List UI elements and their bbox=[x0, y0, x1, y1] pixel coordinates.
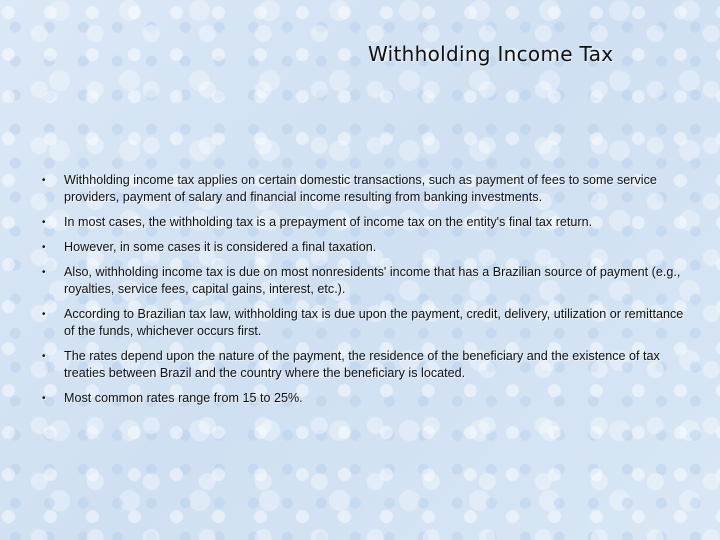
bullet-list bbox=[38, 172, 694, 415]
bullet-text: The rates depend upon the nature of the payment, the residence of the beneficiary and the existence of tax treaties between Brazil and the country where the beneficiary is located. bbox=[64, 349, 660, 380]
slide-title: Withholding Income Tax bbox=[368, 42, 614, 66]
bullet-item bbox=[38, 390, 694, 407]
bullet-icon: • bbox=[42, 175, 46, 186]
bullet-icon: • bbox=[42, 217, 46, 228]
bullet-text: Withholding income tax applies on certain domestic transactions, such as payment of fees to some service providers, payment of salary and financial income resulting from banking investments. bbox=[64, 173, 657, 204]
bullet-item bbox=[38, 264, 694, 298]
bullet-icon: • bbox=[42, 242, 46, 253]
bullet-item bbox=[38, 214, 694, 231]
bullet-text: However, in some cases it is considered a final taxation. bbox=[64, 240, 377, 254]
bullet-icon: • bbox=[42, 309, 46, 320]
bullet-text: In most cases, the withholding tax is a prepayment of income tax on the entity's final tax return. bbox=[64, 215, 593, 229]
bullet-item bbox=[38, 306, 694, 340]
bullet-item bbox=[38, 239, 694, 256]
bullet-text: According to Brazilian tax law, withholding tax is due upon the payment, credit, delivery, utilization or remittance of the funds, whichever occurs first. bbox=[64, 307, 684, 338]
bullet-icon: • bbox=[42, 267, 46, 278]
bullet-icon: • bbox=[42, 351, 46, 362]
bullet-text: Also, withholding income tax is due on most nonresidents' income that has a Brazilian source of payment (e.g., royalties, service fees, capital gains, interest, etc.). bbox=[64, 265, 681, 296]
bullet-item bbox=[38, 172, 694, 206]
bullet-text: Most common rates range from 15 to 25%. bbox=[64, 391, 303, 405]
bullet-icon: • bbox=[42, 393, 46, 404]
bullet-item bbox=[38, 348, 694, 382]
